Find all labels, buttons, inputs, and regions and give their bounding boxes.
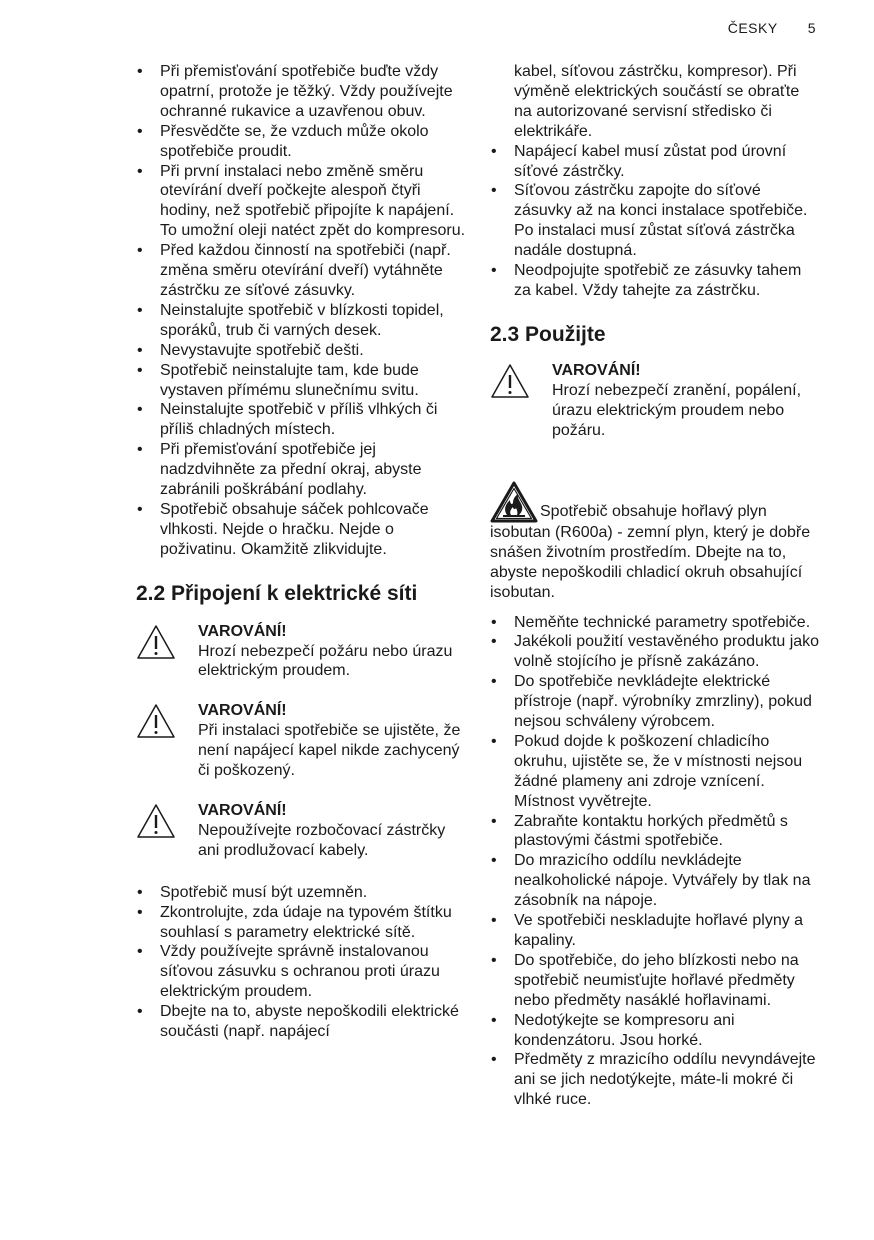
warning-body: [552, 361, 820, 441]
section-title-2-2: 2.2 Připojení k elektrické síti: [136, 581, 418, 605]
warning-body: [198, 801, 466, 861]
warning-text: Nepoužívejte rozbočovací zástrčky ani prodlužovací kabely.: [198, 821, 446, 859]
list-item: • Neměňte technické parametry spotřebiče.: [490, 613, 820, 633]
warning-body: [198, 622, 466, 682]
list-item: • Zabraňte kontaktu horkých předmětů s plastovými částmi spotřebiče.: [490, 812, 820, 852]
warning-title: VAROVÁNÍ!: [198, 802, 287, 819]
language-label: ČESKY: [727, 20, 778, 36]
warning-triangle-icon: [136, 703, 176, 739]
warning-body: [198, 701, 466, 781]
warning-title: VAROVÁNÍ!: [198, 622, 287, 640]
page-number: 5: [807, 20, 816, 36]
section-title-2-3: 2.3 Použijte: [490, 322, 606, 346]
list-item: • Spotřebič obsahuje sáček pohlcovače vlhkosti. Nejde o hračku. Nejde o poživatinu. Okamžitě zlikvidujte.: [136, 500, 466, 560]
left-bullet-list-top: [136, 62, 466, 560]
right-bullet-list-bottom: [490, 613, 820, 1111]
list-item: • Spotřebič neinstalujte tam, kde bude vystaven přímému slunečnímu svitu.: [136, 361, 466, 401]
left-bullet-list-bottom: [136, 883, 466, 1042]
right-column: [490, 62, 820, 1110]
list-item: • Předměty z mrazicího oddílu nevyndávejte ani se jich nedotýkejte, máte-li mokré či vlhké ruce.: [490, 1050, 820, 1110]
list-item: • Dbejte na to, abyste nepoškodili elektrické součásti (např. napájecí: [136, 1002, 466, 1042]
list-item: • Při první instalaci nebo změně směru otevírání dveří počkejte alespoň čtyři hodiny, než spotřebič připojíte k napájení. To umožní oleji natéct zpět do kompresoru.: [136, 162, 466, 242]
list-item: • Při přemisťování spotřebiče buďte vždy opatrní, protože je těžký. Vždy používejte ochranné rukavice a uzavřenou obuv.: [136, 62, 466, 122]
list-item: • Při přemisťování spotřebiče jej nadzdvihněte za přední okraj, abyste zabránili poškrábání podlahy.: [136, 440, 466, 500]
warning-block: [136, 622, 466, 682]
list-item: • Do spotřebiče, do jeho blízkosti nebo na spotřebič neumisťujte hořlavé předměty nebo předměty nasáklé hořlavinami.: [490, 951, 820, 1011]
list-item: • Před každou činností na spotřebiči (např. změna směru otevírání dveří) vytáhněte zástrčku ze síťové zásuvky.: [136, 241, 466, 301]
flammable-notice: [490, 481, 820, 603]
list-item: • Zkontrolujte, zda údaje na typovém štítku souhlasí s parametry elektrické sítě.: [136, 903, 466, 943]
warning-text: Hrozí nebezpečí zranění, popálení, úrazu elektrickým proudem nebo požáru.: [552, 381, 802, 439]
list-item: • Ve spotřebiči neskladujte hořlavé plyny a kapaliny.: [490, 911, 820, 951]
warning-title: VAROVÁNÍ!: [198, 702, 287, 720]
list-item: • Neinstalujte spotřebič v blízkosti topidel, sporáků, trub či varných desek.: [136, 301, 466, 341]
warning-triangle-icon: [136, 803, 176, 839]
list-item: • Do spotřebiče nevkládejte elektrické přístroje (např. výrobníky zmrzliny), pokud nejsou schváleny výrobcem.: [490, 672, 820, 732]
list-item: • Nevystavujte spotřebič dešti.: [136, 341, 466, 361]
list-item: • Neodpojujte spotřebič ze zásuvky tahem za kabel. Vždy tahejte za zástrčku.: [490, 261, 820, 301]
warning-triangle-icon: [136, 624, 176, 660]
list-item: • Spotřebič musí být uzemněn.: [136, 883, 466, 903]
left-column: [136, 62, 466, 1042]
right-bullet-list-top: [490, 142, 820, 301]
page-header: [728, 20, 816, 36]
list-item: • Síťovou zástrčku zapojte do síťové zásuvky až na konci instalace spotřebiče. Po instalaci musí zůstat síťová zástrčka nadále dostupná.: [490, 181, 820, 261]
continued-paragraph: kabel, síťovou zástrčku, kompresor). Při výměně elektrických součástí se obraťte na autorizované servisní středisko či elektrikáře.: [514, 63, 800, 140]
list-item: • Přesvědčte se, že vzduch může okolo spotřebiče proudit.: [136, 122, 466, 162]
warning-triangle-icon: [490, 363, 530, 399]
flammable-text: Spotřebič obsahuje hořlavý plyn isobutan (R600a) - zemní plyn, který je dobře snášen životním prostředím. Dbejte na to, abyste nepoškodili chladicí okruh obsahující isobutan.: [490, 502, 811, 601]
warning-text: Hrozí nebezpečí požáru nebo úrazu elektrickým proudem.: [198, 642, 453, 680]
warning-block: [490, 361, 820, 441]
list-item: • Neinstalujte spotřebič v příliš vlhkých či příliš chladných místech.: [136, 400, 466, 440]
list-item: • Vždy používejte správně instalovanou síťovou zásuvku s ochranou proti úrazu elektrickým proudem.: [136, 942, 466, 1002]
warning-block: [136, 801, 466, 861]
warning-title: VAROVÁNÍ!: [552, 361, 641, 379]
list-item: • Pokud dojde k poškození chladicího okruhu, ujistěte se, že v místnosti nejsou žádné plameny ani zdroje vznícení. Místnost vyvětrejte.: [490, 732, 820, 812]
list-item: • Nedotýkejte se kompresoru ani kondenzátoru. Jsou horké.: [490, 1011, 820, 1051]
warning-block: [136, 701, 466, 781]
flammable-fire-icon: [490, 481, 538, 523]
list-item: • Jakékoli použití vestavěného produktu jako volně stojícího je přísně zakázáno.: [490, 632, 820, 672]
list-item: • Napájecí kabel musí zůstat pod úrovní síťové zástrčky.: [490, 142, 820, 182]
warning-text: Při instalaci spotřebiče se ujistěte, že není napájecí kapel nikde zachycený či poškozený.: [198, 722, 461, 780]
list-item: • Do mrazicího oddílu nevkládejte nealkoholické nápoje. Vytvářely by tlak na zásobník na nápoje.: [490, 851, 820, 911]
